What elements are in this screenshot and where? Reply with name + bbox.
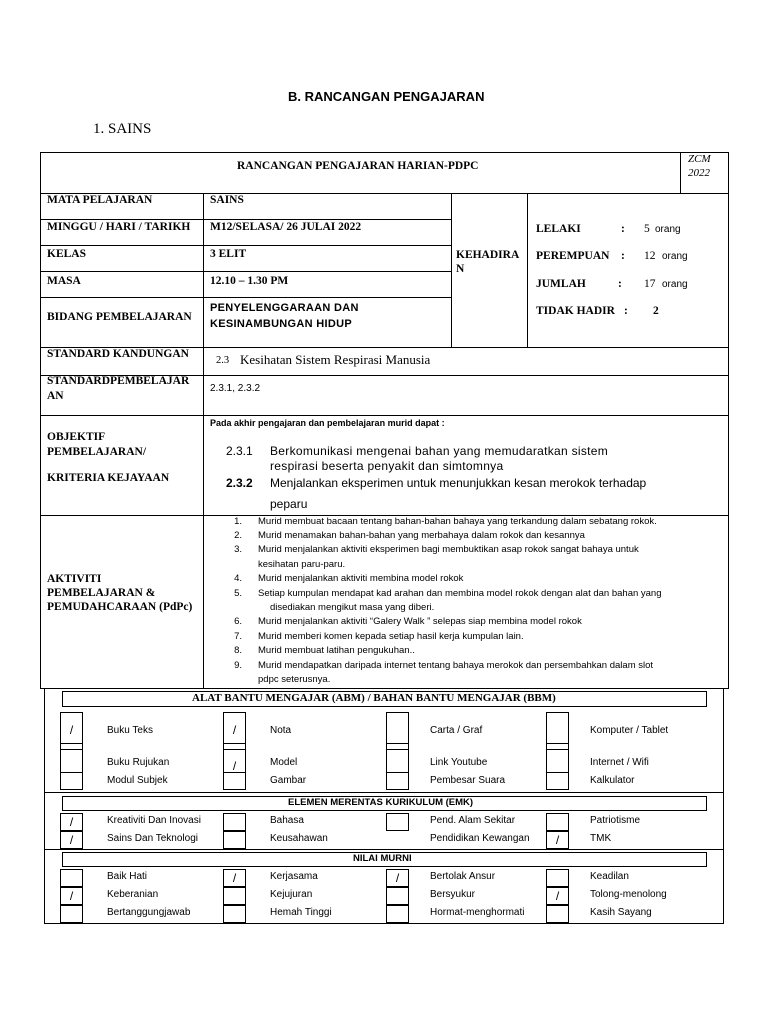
checkbox-tmk[interactable]: [568, 831, 569, 849]
table-title: RANCANGAN PENGAJARAN HARIAN-PDPC: [237, 160, 479, 172]
lelaki-label: LELAKI: [536, 223, 581, 235]
checkbox-label: Bahasa: [270, 815, 304, 826]
checkbox-label: Keusahawan: [270, 833, 328, 844]
checkbox-label: Buku Teks: [107, 725, 153, 736]
checkbox-label: Gambar: [270, 775, 307, 786]
checkbox-baik-hati[interactable]: [60, 869, 83, 887]
checkbox-label: TMK: [590, 833, 612, 844]
standard-pembelajaran-label-line2: AN: [47, 390, 64, 402]
checkbox-label: Patriotisme: [590, 815, 641, 826]
checkbox-pembesar-suara[interactable]: [386, 772, 409, 790]
checkbox-label: Carta / Graf: [430, 725, 483, 736]
perempuan-colon: :: [621, 250, 625, 262]
checkbox-label: Komputer / Tablet: [590, 725, 669, 736]
activity-text: Murid menamakan bahan-bahan yang merbahaya dalam rokok dan kesannya: [258, 530, 585, 541]
standard-pembelajaran-label-line1: STANDARDPEMBELAJAR: [47, 375, 190, 387]
checkbox-label: Sains Dan Teknologi: [107, 833, 198, 844]
objektif-2-line1: Menjalankan eksperimen untuk menunjukkan kesan merokok terhadap: [270, 476, 647, 490]
checkbox-buku-rujukan[interactable]: [60, 743, 83, 773]
checkbox-model[interactable]: /: [223, 743, 246, 773]
activity-text: kesihatan paru-paru.: [258, 559, 346, 570]
checkbox-hemah-tinggi[interactable]: [223, 905, 246, 923]
standard-pembelajaran-value: 2.3.1, 2.3.2: [210, 383, 261, 394]
checkbox-kreativiti[interactable]: /: [60, 813, 83, 831]
activity-number: 1.: [234, 516, 242, 527]
aktiviti-label-1: AKTIVITI: [47, 573, 102, 585]
kehadiran-label-line2: N: [456, 263, 465, 275]
checkbox-label: Modul Subjek: [107, 775, 168, 786]
checkbox-label: Bertolak Ansur: [430, 871, 496, 882]
checkbox-kejujuran[interactable]: [223, 887, 246, 905]
mata-pelajaran-label: MATA PELAJARAN: [47, 194, 153, 206]
perempuan-value: 12: [644, 250, 656, 262]
checkbox-buku-teks[interactable]: /: [60, 712, 83, 750]
checkbox-internet-wifi[interactable]: [546, 743, 569, 773]
tidak-hadir-value: 2: [653, 305, 659, 317]
aktiviti-label-2: PEMBELAJARAN &: [47, 587, 156, 599]
checkbox-gambar[interactable]: [223, 772, 246, 790]
mata-pelajaran-value: SAINS: [210, 194, 244, 206]
kehadiran-label-line1: KEHADIRA: [456, 249, 520, 261]
perempuan-label: PEREMPUAN: [536, 250, 610, 262]
activity-text: Murid memberi komen kepada setiap hasil kerja kumpulan lain.: [258, 631, 524, 642]
checkbox-sains-teknologi[interactable]: /: [60, 831, 83, 849]
checkbox-label: Hemah Tinggi: [270, 907, 332, 918]
activity-number: 2.: [234, 530, 242, 541]
checkbox-label: Internet / Wifi: [590, 757, 649, 768]
tidak-hadir-colon: :: [624, 305, 628, 317]
checkbox-label: Pembesar Suara: [430, 775, 506, 786]
zcm-year: 2022: [688, 167, 710, 179]
emk-title: ELEMEN MERENTAS KURIKULUM (EMK): [288, 797, 474, 808]
checkbox-label: Keadilan: [590, 871, 629, 882]
abm-title: ALAT BANTU MENGAJAR (ABM) / BAHAN BANTU MENGAJAR (BBM): [192, 692, 556, 704]
masa-label: MASA: [47, 275, 81, 287]
checkbox-label: Hormat-menghormati: [430, 907, 525, 918]
activity-text: disediakan mengikut masa yang diberi.: [270, 602, 435, 613]
kelas-value: 3 ELIT: [210, 248, 247, 260]
objektif-label-2: PEMBELAJARAN/: [47, 446, 147, 458]
standard-kandungan-label: STANDARD KANDUNGAN: [47, 348, 189, 360]
checkbox-label: Model: [270, 757, 298, 768]
checkbox-nota[interactable]: /: [223, 712, 246, 750]
checkbox-kalkulator[interactable]: [546, 772, 569, 790]
checkbox-label: Kerjasama: [270, 871, 318, 882]
activity-number: 9.: [234, 660, 242, 671]
checkbox-label: Link Youtube: [430, 757, 488, 768]
checkbox-tolong-menolong[interactable]: /: [546, 887, 569, 905]
checkbox-keusahawan[interactable]: [223, 831, 246, 849]
checkbox-label: Tolong-menolong: [590, 889, 667, 900]
activity-text: Murid mendapatkan daripada internet tentang bahaya merokok dan persembahkan dalam slot: [258, 660, 654, 671]
nilai-title: NILAI MURNI: [353, 853, 412, 864]
objektif-intro: Pada akhir pengajaran dan pembelajaran murid dapat :: [210, 418, 445, 428]
objektif-1-line2: respirasi beserta penyakit dan simtomnya: [270, 459, 504, 473]
checkbox-bahasa[interactable]: [223, 813, 246, 831]
jumlah-colon: :: [618, 278, 622, 290]
bidang-value-line1: PENYELENGGARAAN DAN: [210, 302, 359, 314]
subject-heading: 1. SAINS: [93, 121, 152, 137]
checkbox-label: Buku Rujukan: [107, 757, 170, 768]
activity-number: 8.: [234, 645, 242, 656]
objektif-1-line1: Berkomunikasi mengenai bahan yang memudaratkan sistem: [270, 444, 609, 458]
section-heading: B. RANCANGAN PENGAJARAN: [288, 89, 485, 104]
activity-text: Murid menjalankan aktiviti membina model rokok: [258, 573, 464, 584]
activity-text: Murid menjalankan aktiviti “Galery Walk ” selepas siap membina model rokok: [258, 616, 582, 627]
masa-value: 12.10 – 1.30 PM: [210, 275, 289, 287]
checkbox-link-youtube[interactable]: [386, 743, 409, 773]
checkbox-kerjasama[interactable]: /: [223, 869, 246, 887]
bidang-value-line2: KESINAMBUNGAN HIDUP: [210, 318, 352, 330]
activity-number: 5.: [234, 588, 242, 599]
checkbox-alam-sekitar[interactable]: [386, 813, 409, 831]
lelaki-colon: :: [621, 223, 625, 235]
bidang-label: BIDANG PEMBELAJARAN: [47, 311, 192, 323]
standard-kandungan-code: 2.3: [216, 355, 230, 366]
checkbox-hormat-menghormati[interactable]: [386, 905, 409, 923]
jumlah-label: JUMLAH: [536, 278, 586, 290]
tidak-hadir-label: TIDAK HADIR: [536, 305, 615, 317]
checkbox-kasih-sayang[interactable]: [546, 905, 569, 923]
lelaki-unit: orang: [655, 224, 681, 235]
objektif-2-line2: peparu: [270, 497, 308, 511]
activity-text: Murid menjalankan aktiviti eksperimen bagi membuktikan asap rokok sangat bahaya untuk: [258, 544, 639, 555]
objektif-label-1: OBJEKTIF: [47, 431, 106, 443]
activity-number: 4.: [234, 573, 242, 584]
activity-text: Setiap kumpulan mendapat kad arahan dan membina model rokok dengan alat dan bahan yang: [258, 588, 662, 599]
checkbox-label: Pendidikan Kewangan: [430, 833, 530, 844]
checkbox-patriotisme[interactable]: [546, 813, 569, 831]
activity-number: 3.: [234, 544, 242, 555]
kelas-label: KELAS: [47, 248, 86, 260]
checkbox-label: Kalkulator: [590, 775, 635, 786]
activity-text: Murid membuat latihan pengukuhan..: [258, 645, 415, 656]
objektif-label-3: KRITERIA KEJAYAAN: [47, 472, 170, 484]
jumlah-unit: orang: [662, 279, 688, 290]
lelaki-value: 5: [644, 223, 650, 235]
activity-number: 6.: [234, 616, 242, 627]
activity-text: Murid membuat bacaan tentang bahan-bahan bahaya yang terkandung dalam sebatang rokok.: [258, 516, 657, 527]
zcm-label: ZCM: [688, 153, 711, 165]
checkbox-label: Pend. Alam Sekitar: [430, 815, 516, 826]
perempuan-unit: orang: [662, 251, 688, 262]
checkbox-keberanian[interactable]: /: [60, 887, 83, 905]
checkbox-label: Kasih Sayang: [590, 907, 652, 918]
aktiviti-label-3: PEMUDAHCARAAN (PdPc): [47, 601, 193, 613]
minggu-value: M12/SELASA/ 26 JULAI 2022: [210, 221, 362, 233]
checkbox-label: Kejujuran: [270, 889, 313, 900]
checkbox-label: Kreativiti Dan Inovasi: [107, 815, 201, 826]
activity-text: pdpc seterusnya.: [258, 674, 331, 685]
checkbox-bertolak-ansur[interactable]: /: [386, 869, 409, 887]
activity-number: 7.: [234, 631, 242, 642]
checkbox-label: Baik Hati: [107, 871, 148, 882]
minggu-label: MINGGU / HARI / TARIKH: [47, 221, 191, 233]
checkbox-pendidikan-kewangan[interactable]: /: [546, 831, 569, 849]
checkbox-label: Keberanian: [107, 889, 159, 900]
standard-kandungan-text: Kesihatan Sistem Respirasi Manusia: [240, 352, 431, 367]
jumlah-value: 17: [644, 278, 656, 290]
checkbox-bertanggungjawab[interactable]: [60, 905, 83, 923]
checkbox-label: Bertanggungjawab: [107, 907, 191, 918]
checkbox-keadilan[interactable]: [546, 869, 569, 887]
checkbox-label: Nota: [270, 725, 292, 736]
objektif-2-code: 2.3.2: [226, 476, 253, 490]
checkbox-label: Bersyukur: [430, 889, 476, 900]
checkbox-modul-subjek[interactable]: [60, 772, 83, 790]
objektif-1-code: 2.3.1: [226, 444, 253, 458]
checkbox-bersyukur[interactable]: [386, 887, 409, 905]
